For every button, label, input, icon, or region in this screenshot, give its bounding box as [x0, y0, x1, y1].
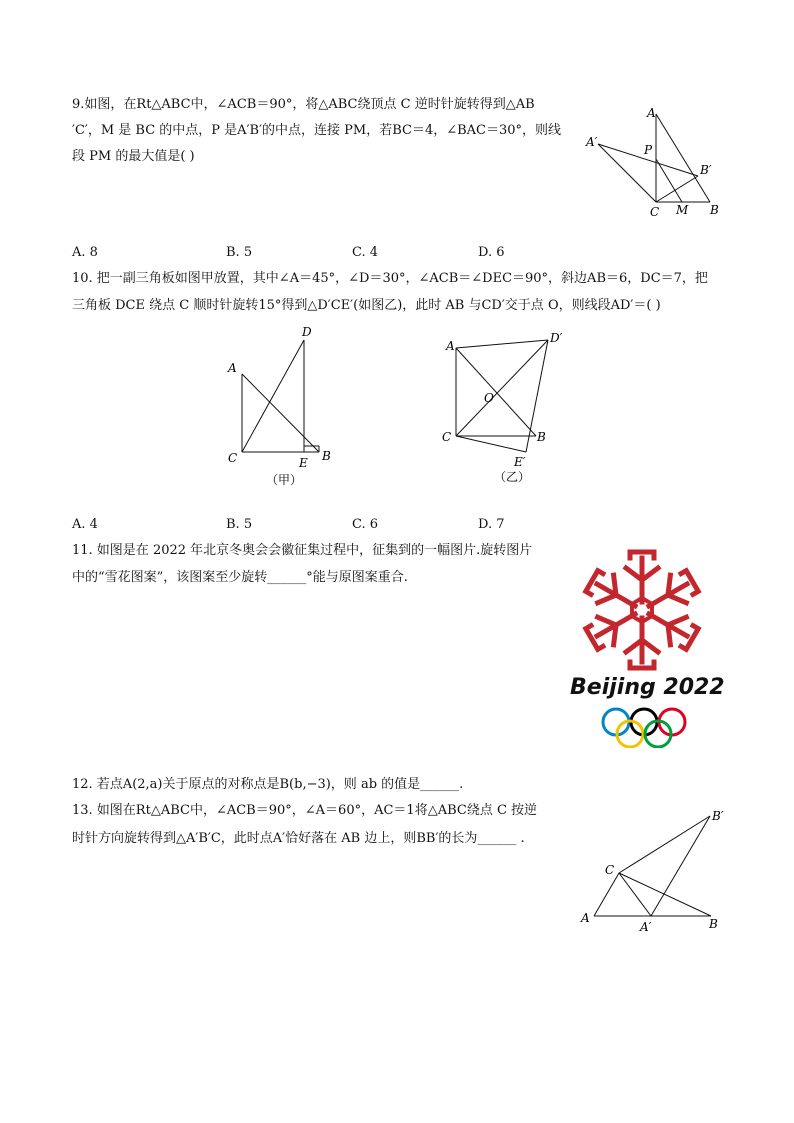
- q12-line-1: 12. 若点A(2,a)关于原点的对称点是B(b,−3)，则 ab 的值是______.: [72, 777, 464, 792]
- q13-label-b: B: [709, 917, 718, 931]
- q9-label-b: B: [710, 203, 719, 217]
- q9-line-1: 9.如图，在Rt△ABC中，∠ACB＝90°，将△ABC绕顶点 C 逆时针旋转得到△AB: [72, 97, 535, 112]
- q13-label-a: A: [581, 911, 590, 925]
- q13-label-c: C: [605, 863, 615, 877]
- q9-label-b-prime: B′: [700, 163, 712, 177]
- q9-line-3: 段 PM 的最大值是( ): [72, 149, 195, 164]
- q9-figure: [580, 100, 730, 225]
- q10b-label-a: A: [446, 339, 455, 353]
- q9-option-c: C. 4: [352, 245, 379, 260]
- q10a-label-b: B: [322, 449, 331, 463]
- q13-line-2: 时针方向旋转得到△A′B′C，此时点A′恰好落在 AB 边上，则BB′的长为______ .: [72, 831, 525, 846]
- q13-label-b-prime: B′: [712, 809, 724, 823]
- q11-line-2: 中的“雪花图案”，该图案至少旋转______°能与原图案重合.: [72, 570, 408, 585]
- q9-option-a: A. 8: [72, 245, 98, 260]
- q10a-label-c: C: [228, 451, 238, 465]
- q10a-label-e: E: [299, 456, 308, 470]
- q9-label-m: M: [676, 203, 689, 217]
- q10-option-c: C. 6: [352, 517, 379, 532]
- q13-figure: [576, 806, 726, 936]
- q9-option-b: B. 5: [226, 245, 253, 260]
- q10-option-b: B. 5: [226, 517, 253, 532]
- snowflake-icon: [584, 552, 700, 668]
- q10-figure-jia: [222, 322, 342, 492]
- q13-line-1: 13. 如图在Rt△ABC中，∠ACB＝90°，∠A＝60°，AC＝1将△ABC绕点 C 按逆: [72, 803, 538, 818]
- q10a-label-d: D: [302, 325, 312, 339]
- q13-label-a-prime: A′: [640, 920, 652, 934]
- q11-line-1: 11. 如图是在 2022 年北京冬奥会会徽征集过程中，征集到的一幅图片.旋转图片: [72, 543, 533, 558]
- q9-label-p: P: [644, 143, 653, 157]
- beijing-2022-emblem: [560, 548, 730, 748]
- q9-label-a: A: [647, 106, 656, 120]
- q9-option-d: D. 6: [478, 245, 505, 260]
- q9-label-a-prime: A′: [586, 135, 598, 149]
- q10-line-1: 10. 把一副三角板如图甲放置，其中∠A＝45°，∠D＝30°，∠ACB＝∠DEC＝90°，斜边AB＝6，DC＝7，把: [72, 271, 708, 286]
- q10-line-2: 三角板 DCE 绕点 C 顺时针旋转15°得到△D′CE′(如图乙)，此时 AB 与CD′交于点 O，则线段AD′＝( ): [72, 298, 661, 313]
- q10-option-a: A. 4: [72, 517, 98, 532]
- q10b-label-c: C: [442, 430, 452, 444]
- beijing-2022-wordmark: Beijing 2022: [570, 675, 725, 700]
- q10b-caption: （乙）: [494, 470, 531, 484]
- q9-line-2: ′C′，M 是 BC 的中点，P 是A′B′的中点，连接 PM，若BC＝4，∠BAC＝30°，则线: [72, 123, 562, 138]
- q10b-label-e-prime: E′: [514, 455, 526, 469]
- q10b-label-o: O: [484, 391, 494, 405]
- q10a-label-a: A: [228, 361, 237, 375]
- q10a-caption: （甲）: [266, 473, 303, 487]
- q10-figure-yi: [438, 328, 578, 488]
- q10b-label-d-prime: D′: [550, 331, 563, 345]
- q9-label-c: C: [650, 205, 660, 219]
- olympic-rings-icon: [603, 709, 685, 747]
- q10-option-d: D. 7: [478, 517, 505, 532]
- q10b-label-b: B: [537, 430, 546, 444]
